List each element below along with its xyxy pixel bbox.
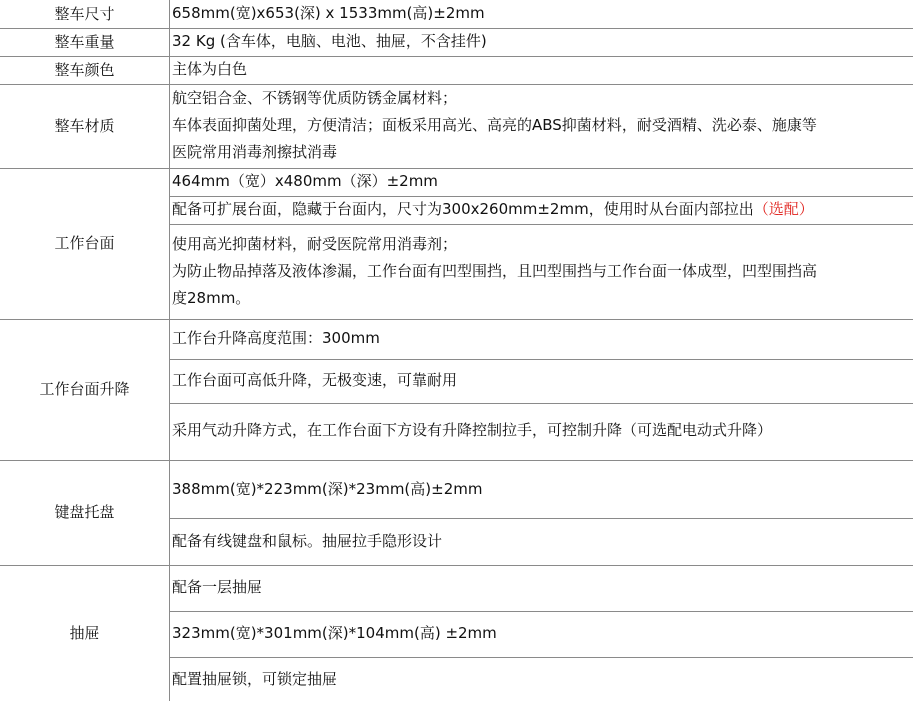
value-material-line: 医院常用消毒剂擦拭消毒 [172,143,338,161]
value-lift-item: 工作台面可高低升降，无极变速，可靠耐用 [172,371,458,389]
value-lift-item: 采用气动升降方式，在工作台面下方设有升降控制拉手，可控制升降（可选配电动式升降） [172,421,773,439]
value-material-line: 车体表面抑菌处理，方便清洁；面板采用高光、高亮的ABS抑菌材料，耐受酒精、洗必泰、施康等 [172,116,817,134]
value-material-line: 航空铝合金、不锈钢等优质防锈金属材料； [172,89,458,107]
subrow-divider [169,611,913,612]
subrow-divider [169,657,913,658]
value-drawer-item: 配置抽屉锁，可锁定抽屉 [172,670,338,688]
value-worktop-line: 使用高光抑菌材料，耐受医院常用消毒剂； [172,235,458,253]
value-weight: 32 Kg (含车体，电脑、电池、抽屉，不含挂件) [172,32,487,50]
label-worktop: 工作台面 [54,234,115,252]
label-weight: 整车重量 [54,32,115,51]
label-keyboard: 键盘托盘 [54,503,115,521]
label-lift: 工作台面升降 [39,380,130,398]
value-worktop-line: 度28mm。 [172,289,251,307]
label-color: 整车颜色 [54,60,115,79]
subrow-divider [169,403,913,404]
value-size: 658mm(宽)x653(深) x 1533mm(高)±2mm [172,4,485,22]
value-drawer-item: 323mm(宽)*301mm(深)*104mm(高) ±2mm [172,624,497,642]
subrow-divider [169,359,913,360]
value-worktop-line: 为防止物品掉落及液体渗漏，工作台面有凹型围挡，且凹型围挡与工作台面一体成型，凹型围挡高 [172,262,818,280]
label-material: 整车材质 [54,116,115,135]
value-drawer-item: 配备一层抽屉 [172,578,263,596]
value-keyboard-item: 配备有线键盘和鼠标。抽屉拉手隐形设计 [172,532,443,550]
subrow-divider [169,224,913,225]
value-keyboard-item: 388mm(宽)*223mm(深)*23mm(高)±2mm [172,480,483,498]
label-drawer: 抽屉 [69,623,100,642]
extension-text: 配备可扩展台面，隐藏于台面内，尺寸为300x260mm±2mm，使用时从台面内部拉出 [172,200,754,218]
value-color: 主体为白色 [172,60,248,78]
value-worktop-dims: 464mm（宽）x480mm（深）±2mm [172,172,438,190]
value-worktop-extension [172,196,911,223]
optional-tag: （选配） [753,200,814,218]
column-divider [169,0,170,701]
label-size: 整车尺寸 [54,4,115,23]
subrow-divider [169,518,913,519]
value-lift-item: 工作台升降高度范围：300mm [172,329,380,347]
